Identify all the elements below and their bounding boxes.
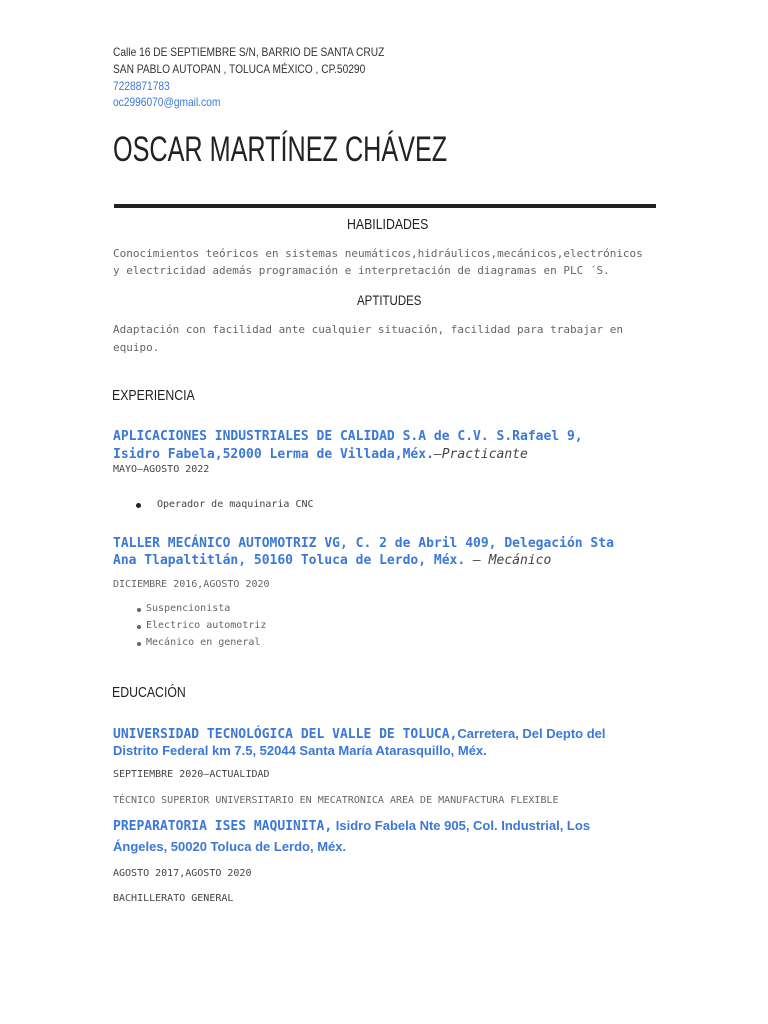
job-1-title-line-2 [113,447,528,462]
job-2-bullet-3 [137,642,141,646]
school-1-address-1: Carretera, Del Depto del [457,726,606,741]
job-2-bullet-2 [137,625,141,629]
skills-text-line-1: Conocimientos teóricos en sistemas neumáticos,hidráulicos,mecánicos,electrónicos [113,247,643,260]
job-2-item-2: Electrico automotriz [146,620,267,631]
job-2-item-1: Suspencionista [146,603,231,614]
school-1-line-1 [113,726,605,742]
skills-heading: HABILIDADES [347,216,429,233]
aptitudes-text-line-1: Adaptación con facilidad ante cualquier situación, facilidad para trabajar en [113,323,623,336]
phone-link[interactable]: 7228871783 [113,79,170,93]
aptitudes-heading: APTITUDES [357,292,422,308]
school-1-degree: TÉCNICO SUPERIOR UNIVERSITARIO EN MECATRONICA AREA DE MANUFACTURA FLEXIBLE [113,795,559,806]
school-1-name: UNIVERSIDAD TECNOLÓGICA DEL VALLE DE TOLUCA, [113,727,458,742]
job-1-title-text: Isidro Fabela,52000 Lerma de Villada,Méx. [113,447,434,462]
job-1-role: –Practicante [433,447,528,462]
skills-text-line-2: y electricidad además programación e interpretación de diagramas en PLC ´S. [113,264,610,277]
aptitudes-text-line-2: equipo. [113,341,160,354]
school-2-address-1: Isidro Fabela Nte 905, Col. Industrial, Los [332,818,591,833]
school-1-dates: SEPTIEMBRE 2020–ACTUALIDAD [113,769,270,780]
address-line-2: SAN PABLO AUTOPAN , TOLUCA MÉXICO , CP.50290 [113,62,366,76]
job-1-bullet-1 [136,503,141,508]
job-2-dates: DICIEMBRE 2016,AGOSTO 2020 [113,579,270,590]
header-divider [114,204,656,208]
address-line-1: Calle 16 DE SEPTIEMBRE S/N, BARRIO DE SANTA CRUZ [113,45,385,59]
school-2-address-2: Ángeles, 50020 Toluca de Lerdo, Méx. [113,839,347,854]
school-2-dates: AGOSTO 2017,AGOSTO 2020 [113,868,252,879]
school-2-line-1 [113,818,590,834]
school-2-degree: BACHILLERATO GENERAL [113,893,234,904]
job-1-title-line-1: APLICACIONES INDUSTRIALES DE CALIDAD S.A de C.V. S.Rafael 9, [113,429,583,444]
job-2-role: — Mecánico [465,553,552,568]
job-2-title-text: Ana Tlapaltitlán, 50160 Toluca de Lerdo, Méx. [113,553,466,568]
school-2-name: PREPARATORIA ISES MAQUINITA, [113,819,333,834]
school-1-address-2: Distrito Federal km 7.5, 52044 Santa María Atarasquillo, Méx. [113,743,487,758]
job-2-bullet-1 [137,608,141,612]
page-title: OSCAR MARTÍNEZ CHÁVEZ [113,130,448,169]
education-heading: EDUCACIÓN [112,684,186,701]
job-2-item-3: Mecánico en general [146,637,261,648]
experience-heading: EXPERIENCIA [112,387,195,404]
job-2-title-line-2 [113,553,551,568]
job-2-title-line-1: TALLER MECÁNICO AUTOMOTRIZ VG, C. 2 de Abril 409, Delegación Sta [113,536,614,551]
email-link[interactable]: oc2996070@gmail.com [113,95,221,109]
job-1-dates: MAYO–AGOSTO 2022 [113,464,210,475]
job-1-item-1: Operador de maquinaria CNC [157,499,314,510]
